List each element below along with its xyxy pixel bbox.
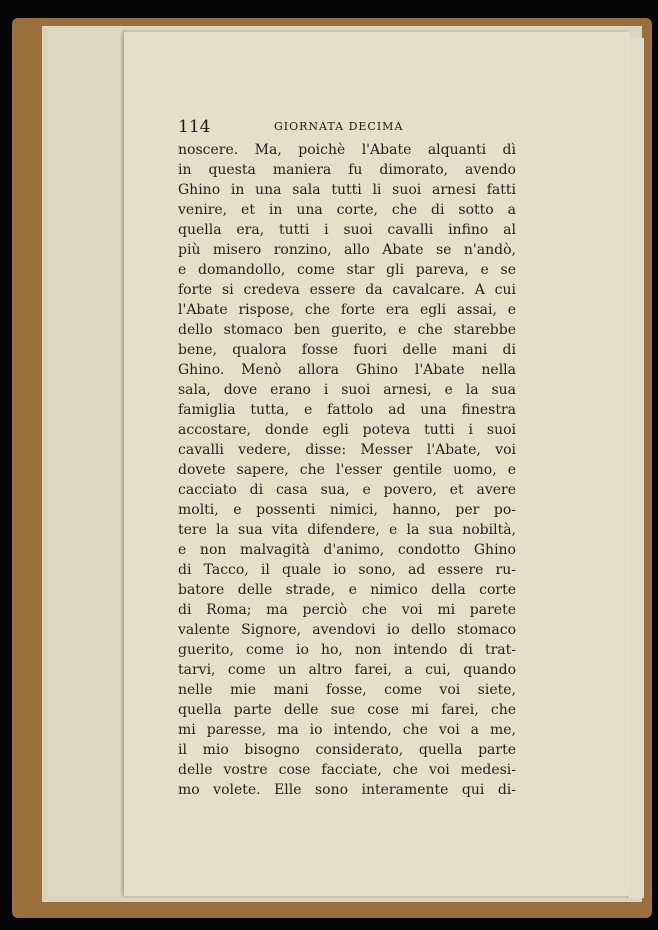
text-line: sala, dove erano i suoi arnesi, e la sua <box>178 382 516 398</box>
text-line: nelle mie mani fosse, come voi siete, <box>178 682 516 698</box>
text-line: batore delle strade, e nimico della corte <box>178 582 516 598</box>
text-line: più misero ronzino, allo Abate se n'andò, <box>178 242 516 258</box>
text-line: delle vostre cose facciate, che voi medesi- <box>178 762 516 778</box>
text-line: valente Signore, avendovi io dello stomaco <box>178 622 516 638</box>
text-line: quella parte delle sue cose mi farei, che <box>178 702 516 718</box>
text-line: tarvi, come un altro farei, a cui, quando <box>178 662 516 678</box>
text-line: molti, e possenti nimici, hanno, per po- <box>178 502 516 518</box>
text-line: noscere. Ma, poichè l'Abate alquanti dì <box>178 142 516 158</box>
text-line: Ghino in una sala tutti li suoi arnesi fatti <box>178 182 516 198</box>
text-line: in questa maniera fu dimorato, avendo <box>178 162 516 178</box>
text-line: il mio bisogno considerato, quella parte <box>178 742 516 758</box>
text-line: guerito, come io ho, non intendo di trat- <box>178 642 516 658</box>
text-line: famiglia tutta, e fattolo ad una finestra <box>178 402 516 418</box>
text-line: e domandollo, come star gli pareva, e se <box>178 262 516 278</box>
text-line: Ghino. Menò allora Ghino l'Abate nella <box>178 362 516 378</box>
running-title: GIORNATA DECIMA <box>274 120 404 133</box>
text-line: accostare, donde egli poteva tutti i suoi <box>178 422 516 438</box>
page-edge <box>72 30 125 896</box>
page-number: 114 <box>178 117 211 137</box>
text-line: venire, et in una corte, che di sotto a <box>178 202 516 218</box>
body-text <box>178 140 516 800</box>
text-line: tere la sua vita difendere, e la sua nobiltà, <box>178 522 516 538</box>
page-header <box>178 118 516 136</box>
text-line: quella era, tutti i suoi cavalli infino al <box>178 222 516 238</box>
text-line: e non malvagità d'animo, condotto Ghino <box>178 542 516 558</box>
text-line: forte si credeva essere da cavalcare. A cui <box>178 282 516 298</box>
text-line: bene, qualora fosse fuori delle mani di <box>178 342 516 358</box>
text-line: dovete sapere, che l'esser gentile uomo, e <box>178 462 516 478</box>
text-line: di Roma; ma perciò che voi mi parete <box>178 602 516 618</box>
text-line: di Tacco, il quale io sono, ad essere ru- <box>178 562 516 578</box>
text-line: cacciato di casa sua, e povero, et avere <box>178 482 516 498</box>
text-line: mi paresse, ma io intendo, che voi a me, <box>178 722 516 738</box>
text-line: l'Abate rispose, che forte era egli assai, e <box>178 302 516 318</box>
text-line: mo volete. Elle sono interamente qui di- <box>178 782 516 798</box>
text-line: cavalli vedere, disse: Messer l'Abate, voi <box>178 442 516 458</box>
text-line: dello stomaco ben guerito, e che starebbe <box>178 322 516 338</box>
